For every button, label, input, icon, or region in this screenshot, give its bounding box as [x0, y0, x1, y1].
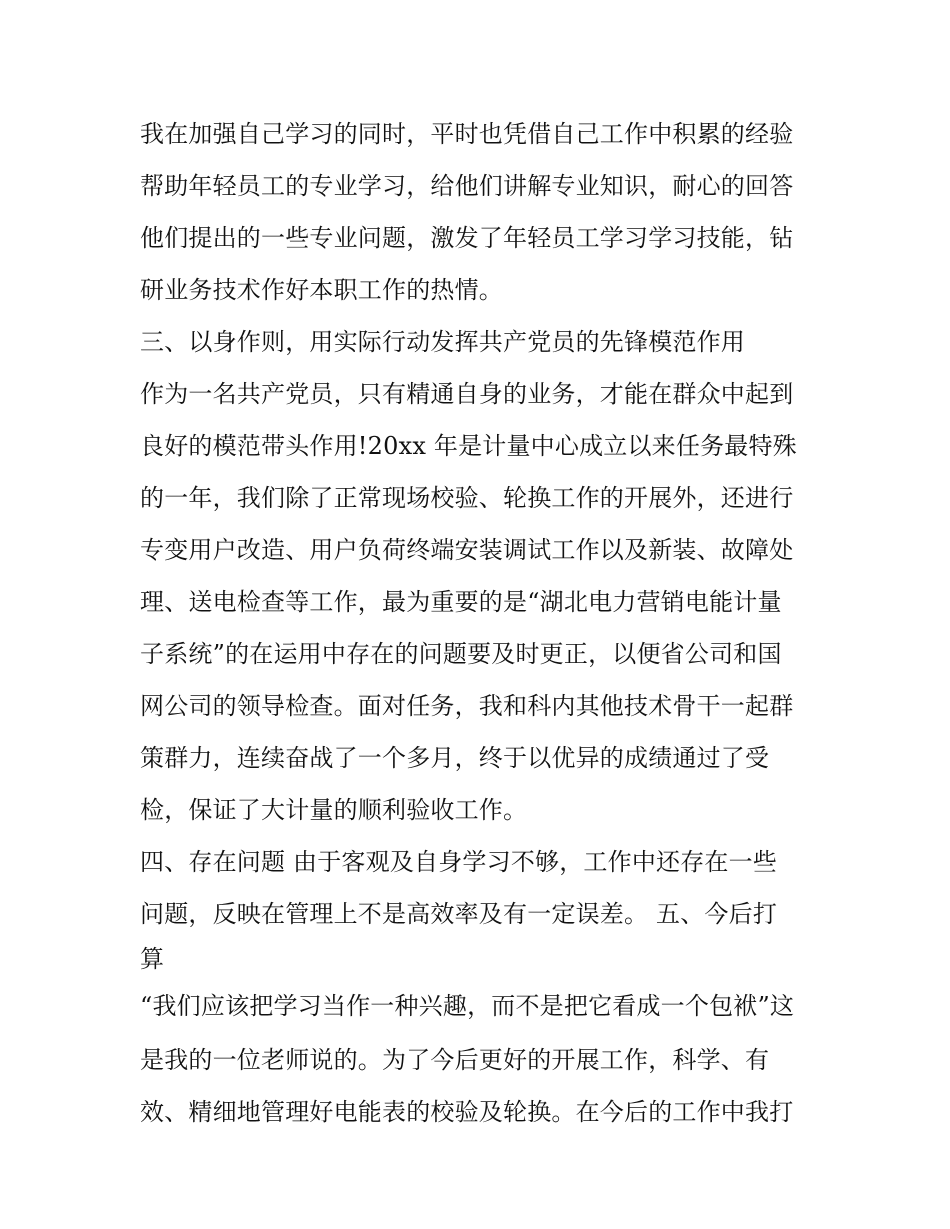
text-line: 帮助年轻员工的专业学习，给他们讲解专业知识，耐心的回答	[140, 172, 794, 200]
text-line: 专变用户改造、用户负荷终端安装调试工作以及新装、故障处	[140, 536, 794, 564]
text-line: “我们应该把学习当作一种兴趣，而不是把它看成一个包袱”这	[140, 992, 795, 1020]
text-line: 网公司的领导检查。面对任务，我和科内其他技术骨干一起群	[140, 692, 794, 720]
text-line: 他们提出的一些专业问题，激发了年轻员工学习学习技能，钻	[140, 224, 794, 252]
section-heading: 四、存在问题 由于客观及自身学习不够，工作中还存在一些	[140, 848, 778, 876]
text-line: 我在加强自己学习的同时，平时也凭借自己工作中积累的经验	[140, 120, 794, 148]
text-line: 良好的模范带头作用!20xx 年是计量中心成立以来任务最特殊	[140, 432, 797, 460]
section-heading: 三、以身作则，用实际行动发挥共产党员的先锋模范作用	[140, 328, 745, 356]
text-line: 问题，反映在管理上不是高效率及有一定误差。 五、今后打	[140, 900, 778, 928]
text-line: 是我的一位老师说的。为了今后更好的开展工作，科学、有	[140, 1046, 770, 1074]
text-line: 理、送电检查等工作，最为重要的是“湖北电力营销电能计量	[140, 588, 782, 616]
text-line: 研业务技术作好本职工作的热情。	[140, 276, 503, 304]
document-body	[140, 108, 820, 1138]
text-line: 策群力，连续奋战了一个多月，终于以优异的成绩通过了受	[140, 744, 770, 772]
text-line: 的一年，我们除了正常现场校验、轮换工作的开展外，还进行	[140, 484, 794, 512]
text-line: 效、精细地管理好电能表的校验及轮换。在今后的工作中我打	[140, 1098, 794, 1126]
text-line: 作为一名共产党员，只有精通自身的业务，才能在群众中起到	[140, 380, 794, 408]
text-line: 检，保证了大计量的顺利验收工作。	[140, 796, 528, 824]
text-line: 子系统”的在运用中存在的问题要及时更正，以便省公司和国	[140, 640, 782, 668]
text-line: 算	[140, 945, 165, 973]
